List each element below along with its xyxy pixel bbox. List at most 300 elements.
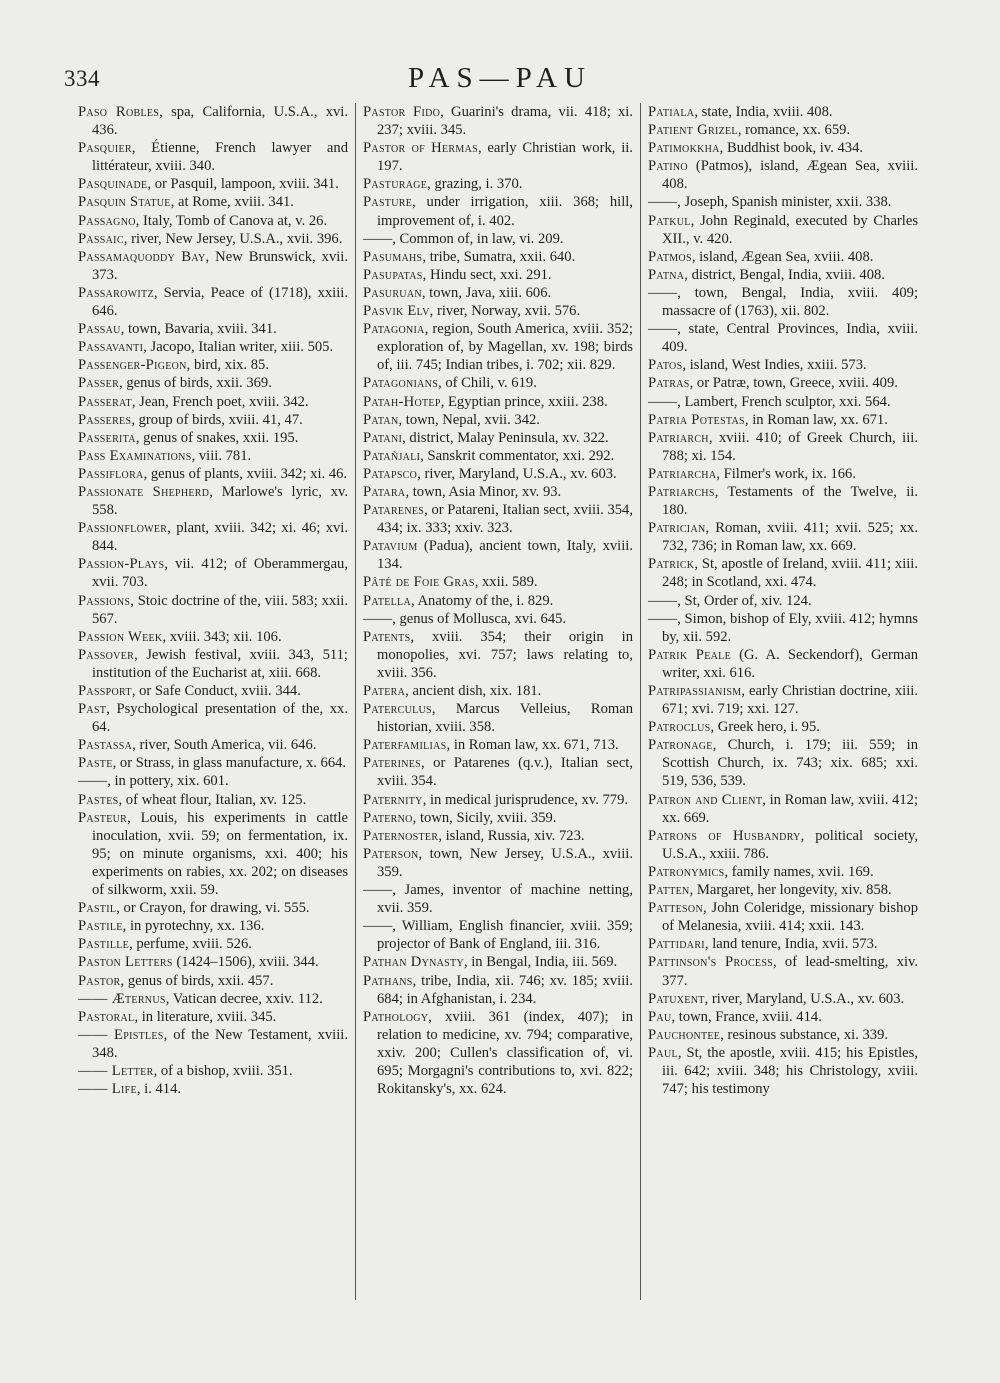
entry-headword: Paternity (363, 791, 423, 808)
index-entry (78, 320, 348, 338)
entry-headword: Patteson (648, 900, 703, 917)
index-entry (363, 411, 633, 429)
index-entry (78, 248, 348, 284)
entry-text: , xviii. 410; of Greek Church, iii. 788; xi. 154. (662, 429, 918, 464)
entry-text: , in medical jurisprudence, xv. 779. (422, 791, 629, 808)
entry-headword: —— Æternus (78, 990, 166, 1007)
entry-text: , Roman, xviii. 411; xvii. 525; xx. 732, 736; in Roman law, xx. 669. (662, 520, 918, 555)
entry-text: , Étienne, French lawyer and littérateur, xviii. 340. (92, 140, 348, 175)
entry-headword: Paterno (363, 809, 413, 826)
entry-headword: Patrick (648, 556, 695, 573)
entry-headword: Patronymics (648, 863, 725, 880)
entry-text: , Filmer's work, ix. 166. (716, 465, 856, 482)
index-entry (363, 284, 633, 302)
entry-text: , spa, California, U.S.A., xvi. 436. (92, 104, 348, 139)
index-entry (78, 393, 348, 411)
entry-text: , ancient dish, xix. 181. (405, 683, 542, 699)
entry-text: , or Patarenes (q.v.), Italian sect, xviii. 354. (377, 755, 633, 790)
entry-headword: Patriarch (648, 429, 709, 446)
index-entry (363, 953, 633, 971)
entry-headword: Pasquin Statue (78, 194, 171, 211)
entry-text: , state, India, xviii. 408. (694, 104, 833, 120)
index-entry (648, 953, 918, 989)
entry-text: , or Safe Conduct, xviii. 344. (131, 683, 301, 699)
index-entry (78, 103, 348, 139)
entry-headword: Paste (78, 755, 113, 772)
index-entry (648, 103, 918, 121)
index-entry (648, 121, 918, 139)
index-entry (78, 628, 348, 646)
entry-headword: Patos (648, 357, 683, 374)
entry-text: , town, Java, xiii. 606. (421, 284, 552, 301)
entry-text: (G. A. Seckendorf), German writer, xxi. 616. (662, 646, 918, 681)
entry-text: ——, James, inventor of machine netting, xvii. 359. (363, 882, 633, 917)
entry-headword: Pastor (78, 972, 121, 989)
entry-headword: Patriarchs (648, 483, 715, 500)
index-entry (363, 302, 633, 320)
entry-headword: Pastes (78, 791, 119, 808)
index-entry (78, 555, 348, 591)
entry-text: , land tenure, India, xvii. 573. (704, 936, 878, 953)
entry-headword: Pattinson's Process (648, 954, 774, 971)
entry-text: ——, Simon, bishop of Ely, xviii. 412; hymns by, xii. 592. (648, 610, 918, 645)
entry-text: ——, Joseph, Spanish minister, xxii. 338. (648, 194, 892, 211)
entry-headword: Pastille (78, 936, 130, 953)
entry-headword: Patani (363, 429, 403, 446)
index-entry (78, 356, 348, 374)
entry-text: ——, Lambert, French sculptor, xxi. 564. (648, 393, 891, 410)
entry-headword: Patara (363, 483, 406, 500)
entry-text: , in Roman law, xviii. 412; xx. 669. (662, 791, 919, 826)
entry-headword: —— Life (78, 1081, 137, 1098)
entry-headword: Pasupatas (363, 266, 423, 283)
index-entry (363, 592, 633, 610)
index-entry (78, 447, 348, 465)
entry-text: , river, Maryland, U.S.A., xv. 603. (704, 990, 905, 1007)
index-entry (363, 610, 633, 628)
index-entry (78, 592, 348, 628)
index-entry (363, 447, 633, 465)
entry-headword: Pattidari (648, 936, 705, 953)
entry-headword: Patagonia (363, 321, 425, 338)
index-entry (648, 827, 918, 863)
index-entry (78, 230, 348, 248)
index-entry (648, 682, 918, 718)
index-entry (363, 374, 633, 392)
entry-text: , town, New Jersey, U.S.A., xviii. 359. (377, 845, 633, 880)
index-entry (363, 320, 633, 374)
index-entry (648, 157, 918, 193)
entry-text: , family names, xvii. 169. (724, 863, 874, 880)
entry-text: , Servia, Peace of (1718), xxiii. 646. (92, 284, 348, 320)
entry-headword: Patmos (648, 248, 692, 265)
index-entry (363, 917, 633, 953)
entry-headword: Patron and Client (648, 791, 763, 808)
entry-text: , tribe, India, xii. 746; xv. 185; xviii. 684; in Afghanistan, i. 234. (377, 972, 633, 1007)
entry-text: , town, France, xviii. 414. (671, 1008, 822, 1025)
index-entry (363, 266, 633, 284)
entry-headword: Patarenes (363, 502, 425, 519)
entry-text: , Testaments of the Twelve, ii. 180. (662, 483, 918, 519)
index-entry (78, 646, 348, 682)
index-entry (648, 320, 918, 356)
column-divider (355, 103, 356, 1300)
entry-headword: Patiala (648, 104, 695, 120)
entry-text: , district, Malay Peninsula, xv. 322. (402, 429, 609, 446)
entry-text: , early Christian doctrine, xiii. 671; xvi. 719; xxi. 127. (662, 683, 918, 718)
index-entry (648, 519, 918, 555)
index-entry (363, 881, 633, 917)
entry-text: , viii. 781. (191, 447, 252, 464)
entry-headword: Patimokkha (648, 140, 720, 157)
entry-text: , Guarini's drama, vii. 418; xi. 237; xviii. 345. (377, 104, 634, 139)
entry-headword: Passaic (78, 230, 124, 247)
index-entry (648, 990, 918, 1008)
index-entry (363, 483, 633, 501)
index-entry (363, 248, 633, 266)
entry-headword: Patroclus (648, 719, 711, 736)
entry-headword: Paterculus (363, 701, 432, 718)
entry-text: , of lead-smelting, xiv. 377. (662, 954, 918, 989)
entry-headword: Pastor Fido (363, 104, 441, 120)
index-entry (78, 682, 348, 700)
entry-headword: Patents (363, 628, 411, 645)
index-entry (78, 139, 348, 175)
entry-text: , town, Sicily, xviii. 359. (412, 809, 557, 826)
entry-text: , xviii. 343; xii. 106. (162, 628, 282, 645)
index-entry (648, 718, 918, 736)
index-entry (363, 103, 633, 139)
index-entry (648, 1044, 918, 1098)
entry-text: , of Chili, v. 619. (438, 375, 537, 392)
index-entry (363, 193, 633, 229)
index-entry (78, 284, 348, 320)
entry-text: , John Reginald, executed by Charles XII., v. 420. (662, 212, 918, 247)
entry-headword: Pâté de Foie Gras (363, 574, 475, 591)
entry-text: , island, Russia, xiv. 723. (438, 827, 585, 844)
entry-headword: Passau (78, 321, 121, 338)
entry-text: , island, West Indies, xxiii. 573. (682, 357, 867, 374)
index-entry (648, 791, 918, 827)
entry-headword: Patria Potestas (648, 411, 745, 428)
entry-headword: Passerat (78, 393, 132, 410)
entry-text: , bird, xix. 85. (186, 357, 269, 374)
entry-headword: Passion Week (78, 628, 163, 645)
entry-text: , in Roman law, xx. 671, 713. (446, 737, 619, 754)
entry-text: , Italy, Tomb of Canova at, v. 26. (135, 212, 328, 229)
entry-text: , Margaret, her longevity, xiv. 858. (689, 882, 892, 899)
index-entry (363, 827, 633, 845)
index-entry (78, 465, 348, 483)
entry-headword: Pasteur (78, 809, 128, 826)
entry-text: , Marlowe's lyric, xv. 558. (92, 483, 348, 519)
column-divider (640, 103, 641, 1300)
entry-text: (Patmos), island, Ægean Sea, xviii. 408. (662, 158, 918, 193)
entry-headword: Pasumahs (363, 248, 423, 265)
entry-text: , xxii. 589. (474, 574, 538, 591)
index-entry (363, 754, 633, 790)
entry-headword: Pastassa (78, 737, 133, 754)
entry-headword: Paul (648, 1044, 678, 1061)
entry-text: , Sanskrit commentator, xxi. 292. (420, 447, 615, 464)
entry-text: , Marcus Velleius, Roman historian, xviii. 358. (377, 701, 633, 736)
entry-headword: Patrician (648, 520, 706, 537)
entry-headword: Patan (363, 411, 399, 428)
entry-headword: Pasquier (78, 140, 132, 157)
entry-text: , region, South America, xviii. 352; exploration of, by Magellan, xv. 198; birds of, iii. 745; Indian tribes, i. 702; xii. 829. (377, 321, 633, 374)
entry-headword: Paterson (363, 845, 419, 862)
index-entry (78, 1008, 348, 1026)
entry-text: , xviii. 354; their origin in monopolies, xvi. 757; laws relating to, xviii. 356. (377, 628, 633, 681)
entry-text: , town, Asia Minor, xv. 93. (405, 483, 562, 500)
entry-text: , at Rome, xviii. 341. (170, 194, 294, 211)
index-entry (363, 465, 633, 483)
entry-headword: Paternoster (363, 827, 439, 844)
entry-text: , river, New Jersey, U.S.A., xvii. 396. (123, 230, 343, 247)
entry-headword: Pastil (78, 900, 117, 917)
entry-text: , under irrigation, xiii. 368; hill, improvement of, i. 402. (377, 194, 633, 229)
index-entry (648, 284, 918, 320)
index-entry (363, 809, 633, 827)
entry-text: , genus of birds, xxii. 457. (120, 972, 274, 989)
entry-headword: Passionflower (78, 520, 168, 537)
entry-text: , Buddhist book, iv. 434. (719, 140, 864, 157)
entry-headword: Past (78, 701, 107, 718)
index-entry (648, 465, 918, 483)
entry-text: , plant, xviii. 342; xi. 46; xvi. 844. (92, 520, 348, 555)
entry-text: ——, Common of, in law, vi. 209. (363, 230, 564, 247)
entry-headword: Pasture (363, 194, 413, 211)
entry-headword: —— Letter (78, 1062, 154, 1079)
index-entry (363, 139, 633, 175)
entry-text: , river, South America, vii. 646. (132, 737, 317, 754)
index-entry (78, 917, 348, 935)
index-entry (363, 573, 633, 591)
index-entry (363, 628, 633, 682)
entry-headword: Passions (78, 592, 131, 609)
index-entry (363, 700, 633, 736)
page-title: PAS—PAU (408, 62, 592, 94)
entry-headword: Patten (648, 882, 690, 899)
entry-text: , St, the apostle, xviii. 415; his Epistles, iii. 642; xviii. 348; his Christology, xviii. 747; his testimony (662, 1044, 918, 1098)
entry-text: , New Brunswick, xvii. 373. (92, 248, 349, 283)
index-entry (78, 1026, 348, 1062)
entry-headword: Paso Robles (78, 104, 160, 120)
entry-text: , St, apostle of Ireland, xviii. 411; xiii. 248; in Scotland, xxi. 474. (662, 556, 918, 591)
entry-text: , or Patræ, town, Greece, xviii. 409. (689, 375, 898, 392)
entry-text: , political society, U.S.A., xxiii. 786. (662, 827, 918, 862)
index-entry (363, 175, 633, 193)
entry-text: , town, Nepal, xvii. 342. (398, 411, 540, 428)
index-entry (78, 972, 348, 990)
entry-headword: Passagno (78, 212, 136, 229)
entry-text: , Psychological presentation of the, xx. 64. (92, 701, 348, 736)
entry-headword: Pathan Dynasty (363, 954, 464, 971)
index-entry (363, 736, 633, 754)
entry-text: , grazing, i. 370. (427, 176, 523, 193)
index-entry (78, 700, 348, 736)
index-entry (648, 863, 918, 881)
entry-text: , river, Maryland, U.S.A., xv. 603. (417, 465, 617, 482)
entry-headword: Patah-Hotep (363, 393, 441, 410)
entry-headword: Passionate Shepherd (78, 483, 210, 500)
entry-headword: Pasvik Elv (363, 303, 430, 320)
index-entry (648, 411, 918, 429)
index-entry (78, 429, 348, 447)
entry-headword: Patras (648, 375, 690, 392)
index-column-3 (648, 103, 918, 1098)
index-entry (78, 175, 348, 193)
index-entry (648, 646, 918, 682)
entry-text: , Church, i. 179; iii. 559; in Scottish Church, ix. 743; xix. 685; xxi. 519, 536, 539. (662, 737, 918, 790)
entry-text: , tribe, Sumatra, xxii. 640. (422, 248, 576, 265)
index-entry (363, 230, 633, 248)
entry-text: , genus of plants, xviii. 342; xi. 46. (143, 465, 348, 482)
entry-text: , genus of birds, xxii. 369. (119, 375, 272, 392)
index-entry (648, 610, 918, 646)
entry-text: , early Christian work, ii. 197. (377, 140, 633, 175)
entry-text: , or Pasquil, lampoon, xviii. 341. (147, 176, 339, 193)
entry-text: , Jean, French poet, xviii. 342. (131, 393, 309, 410)
index-entry (78, 809, 348, 899)
entry-text: , perfume, xviii. 526. (129, 936, 252, 953)
entry-text: , in literature, xviii. 345. (134, 1008, 277, 1025)
entry-headword: Pathology (363, 1008, 429, 1025)
index-entry (78, 1062, 348, 1080)
entry-headword: Patrik Peale (648, 646, 731, 663)
index-entry (363, 845, 633, 881)
index-entry (648, 935, 918, 953)
entry-headword: Patañjali (363, 447, 421, 464)
entry-headword: Patuxent (648, 990, 705, 1007)
entry-text: ——, genus of Mollusca, xvi. 645. (363, 610, 567, 627)
entry-headword: Pastor of Hermas (363, 140, 478, 157)
entry-text: ——, town, Bengal, India, xviii. 409; massacre of (1763), xii. 802. (648, 284, 918, 320)
entry-text: , Jewish festival, xviii. 343, 511; institution of the Eucharist at, xiii. 668. (92, 646, 348, 681)
entry-headword: Passarowitz (78, 284, 154, 301)
entry-headword: Patronage (648, 737, 713, 754)
index-entry (363, 1008, 633, 1098)
entry-text: , Vatican decree, xxiv. 112. (165, 990, 323, 1007)
index-entry (363, 429, 633, 447)
entry-headword: Patrons of Husbandry (648, 827, 801, 844)
index-entry (363, 682, 633, 700)
entry-text: , Jacopo, Italian writer, xiii. 505. (143, 339, 334, 356)
index-entry (648, 881, 918, 899)
entry-text: , vii. 412; of Oberammergau, xvii. 703. (92, 556, 348, 591)
index-entry (363, 537, 633, 573)
index-entry (78, 338, 348, 356)
entry-text: , in pyrotechny, xx. 136. (122, 918, 265, 935)
entry-text: , of wheat flour, Italian, xv. 125. (118, 791, 307, 808)
entry-text: , or Patareni, Italian sect, xviii. 354, 434; ix. 333; xxiv. 323. (377, 502, 633, 537)
index-entry (78, 953, 348, 971)
index-entry (648, 483, 918, 519)
index-entry (78, 772, 348, 790)
index-entry (78, 990, 348, 1008)
entry-headword: Patna (648, 266, 685, 283)
entry-headword: Pauchontee (648, 1026, 721, 1043)
index-entry (78, 193, 348, 211)
entry-headword: Patriarcha (648, 465, 717, 482)
entry-headword: Patavium (363, 538, 418, 555)
entry-headword: Pasturage (363, 176, 428, 193)
entry-text: (1424–1506), xviii. 344. (172, 954, 319, 971)
entry-text: , of a bishop, xviii. 351. (153, 1062, 293, 1079)
entry-text: , resinous substance, xi. 339. (720, 1026, 889, 1043)
entry-headword: Patapsco (363, 465, 418, 482)
entry-headword: Patkul (648, 212, 691, 229)
index-entry (78, 754, 348, 772)
index-entry (648, 212, 918, 248)
entry-text: , Greek hero, i. 95. (710, 719, 820, 736)
entry-headword: Patagonians (363, 375, 439, 392)
entry-headword: Passover (78, 646, 135, 663)
index-entry (648, 374, 918, 392)
entry-headword: Pathans (363, 972, 413, 989)
index-entry (363, 393, 633, 411)
entry-text: ——, in pottery, xix. 601. (78, 773, 229, 790)
entry-text: , island, Ægean Sea, xviii. 408. (691, 248, 874, 265)
entry-text: , in Roman law, xx. 671. (744, 411, 888, 428)
index-entry (648, 1026, 918, 1044)
entry-headword: Patient Grizel (648, 122, 738, 139)
entry-text: , genus of snakes, xxii. 195. (135, 429, 299, 446)
index-entry (648, 393, 918, 411)
entry-text: , i. 414. (136, 1081, 182, 1098)
index-entry (78, 935, 348, 953)
entry-headword: Patripassianism (648, 683, 742, 699)
entry-text: , of the New Testament, xviii. 348. (92, 1026, 348, 1061)
entry-headword: Passion-Plays (78, 556, 165, 573)
index-entry (363, 501, 633, 537)
entry-text: (Padua), ancient town, Italy, xviii. 134. (377, 538, 633, 573)
page-number: 334 (64, 66, 100, 91)
index-entry (363, 972, 633, 1008)
entry-text: ——, state, Central Provinces, India, xviii. 409. (648, 321, 918, 356)
entry-text: , river, Norway, xvii. 576. (429, 303, 581, 320)
index-entry (648, 356, 918, 374)
index-column-2 (363, 103, 633, 1098)
entry-text: , xviii. 361 (index, 407); in relation to medicine, xv. 794; comparative, xxiv. 200; Cullen's classification of, vi. 695; Morgagni's contributions to, xvi. 822; Rokitansky's, xx. 624. (377, 1008, 633, 1098)
index-entry (78, 899, 348, 917)
entry-text: , or Crayon, for drawing, vi. 555. (116, 900, 310, 917)
entry-headword: Passerita (78, 429, 136, 446)
index-entry (648, 899, 918, 935)
entry-headword: Passiflora (78, 465, 144, 482)
entry-text: , or Strass, in glass manufacture, x. 664. (112, 755, 347, 772)
index-entry (648, 555, 918, 591)
entry-headword: Paston Letters (78, 954, 173, 971)
entry-headword: Paterfamilias (363, 737, 447, 754)
index-entry (648, 736, 918, 790)
entry-headword: Pasuruan (363, 284, 422, 301)
entry-headword: Pastoral (78, 1008, 135, 1025)
entry-headword: Pasquinade (78, 176, 148, 193)
entry-text: , romance, xx. 659. (737, 122, 851, 139)
index-entry (78, 483, 348, 519)
entry-text: ——, St, Order of, xiv. 124. (648, 592, 812, 609)
entry-headword: Patino (648, 158, 688, 175)
index-entry (648, 429, 918, 465)
entry-text: , in Bengal, India, iii. 569. (463, 954, 618, 971)
entry-headword: Passer (78, 375, 120, 392)
index-entry (648, 1008, 918, 1026)
entry-text: , Egyptian prince, xxiii. 238. (440, 393, 608, 410)
entry-text: , Hindu sect, xxi. 291. (422, 266, 552, 283)
entry-headword: Passamaquoddy Bay (78, 248, 206, 265)
index-column-1 (78, 103, 348, 1098)
